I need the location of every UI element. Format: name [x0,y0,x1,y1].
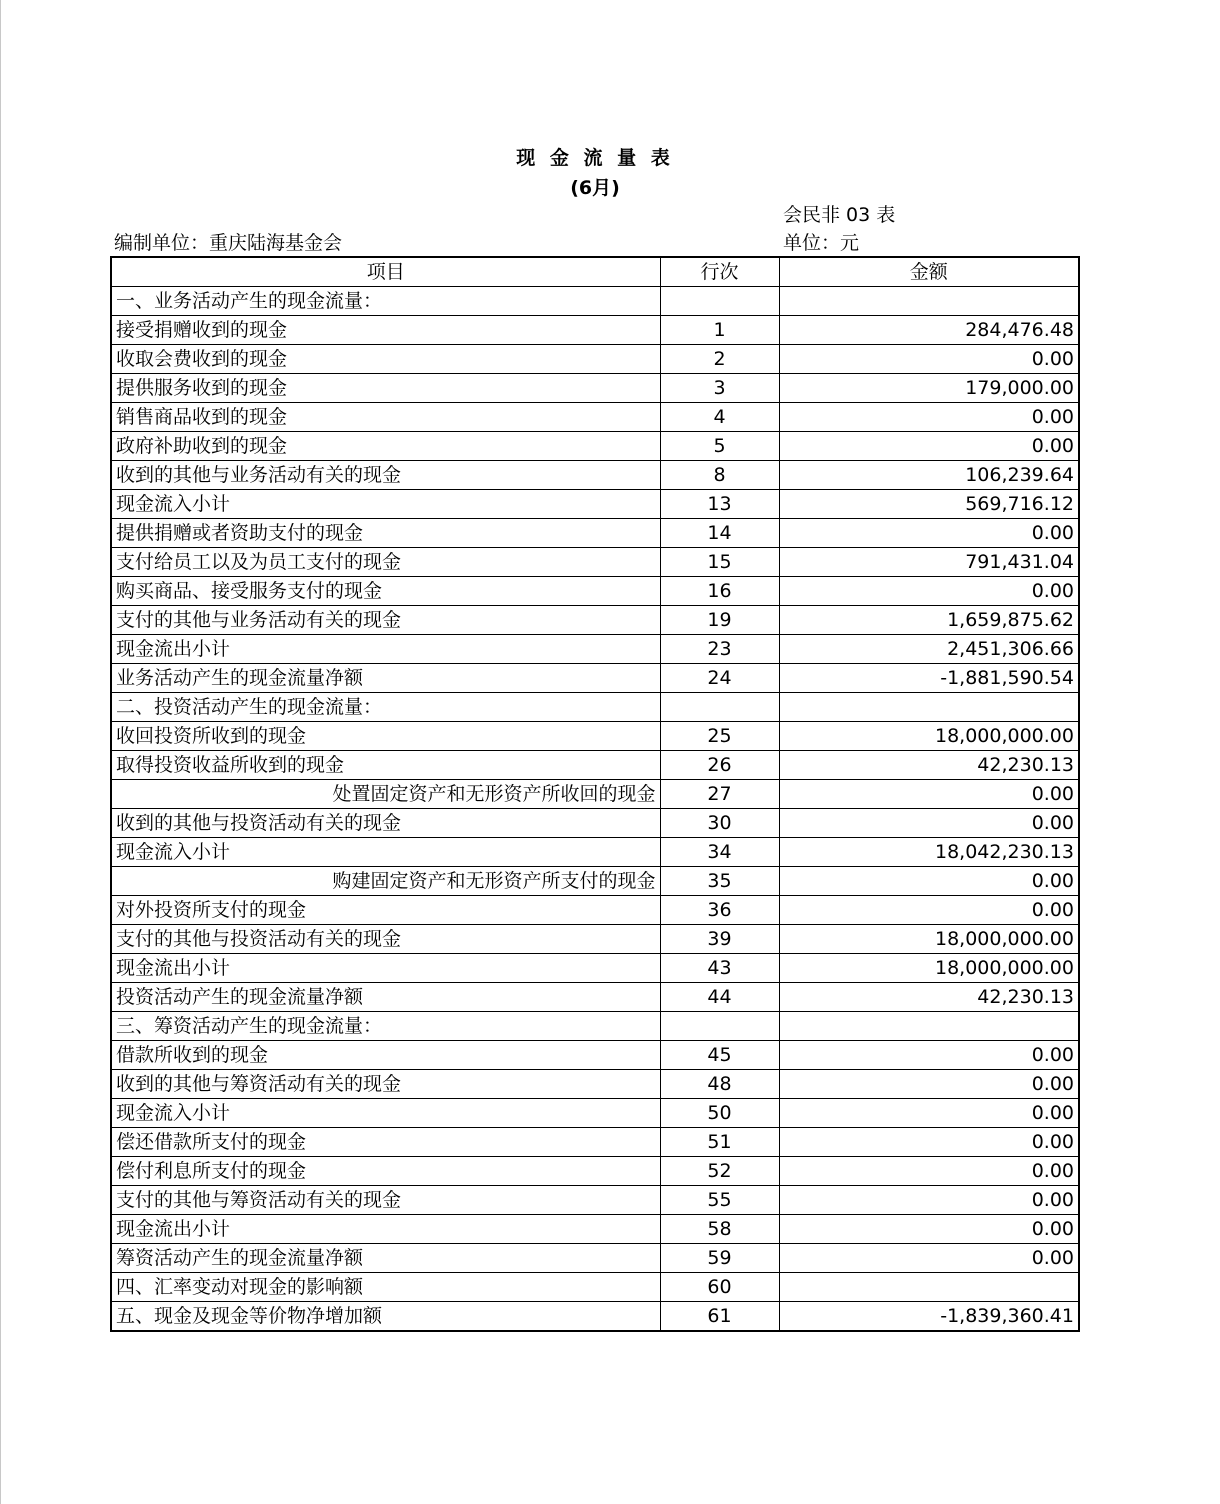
row-line-number: 39 [660,925,779,954]
row-line-number: 59 [660,1244,779,1273]
row-item: 支付的其他与筹资活动有关的现金 [111,1186,660,1215]
row-amount: 0.00 [779,1186,1079,1215]
row-line-number: 2 [660,345,779,374]
header-line: 行次 [660,257,779,287]
row-amount: 42,230.13 [779,983,1079,1012]
table-row [111,1244,1079,1273]
row-amount [779,1273,1079,1302]
row-line-number: 14 [660,519,779,548]
row-item: 购买商品、接受服务支付的现金 [111,577,660,606]
row-item: 一、业务活动产生的现金流量： [111,287,660,316]
row-line-number: 45 [660,1041,779,1070]
row-amount [779,287,1079,316]
row-line-number: 24 [660,664,779,693]
row-line-number: 51 [660,1128,779,1157]
row-line-number: 36 [660,896,779,925]
row-item: 收到的其他与投资活动有关的现金 [111,809,660,838]
row-item: 现金流出小计 [111,954,660,983]
row-line-number: 61 [660,1302,779,1332]
row-item: 五、现金及现金等价物净增加额 [111,1302,660,1332]
row-amount: 2,451,306.66 [779,635,1079,664]
row-line-number: 4 [660,403,779,432]
table-row [111,780,1079,809]
table-row [111,519,1079,548]
row-amount: 0.00 [779,1099,1079,1128]
row-line-number: 43 [660,954,779,983]
row-line-number: 3 [660,374,779,403]
table-header-row [111,257,1079,287]
report-title: 现 金 流 量 表 [516,147,674,169]
row-item: 提供服务收到的现金 [111,374,660,403]
table-row [111,1157,1079,1186]
form-number: 会民非 03 表 [783,204,896,226]
table-row [111,1012,1079,1041]
row-amount [779,693,1079,722]
row-item: 三、筹资活动产生的现金流量： [111,1012,660,1041]
row-line-number: 52 [660,1157,779,1186]
table-row [111,432,1079,461]
row-amount: 569,716.12 [779,490,1079,519]
row-item: 筹资活动产生的现金流量净额 [111,1244,660,1273]
table-row [111,1215,1079,1244]
table-row [111,490,1079,519]
row-amount: 18,000,000.00 [779,722,1079,751]
row-amount: 0.00 [779,432,1079,461]
table-row [111,664,1079,693]
row-amount: 0.00 [779,1215,1079,1244]
table-row [111,403,1079,432]
table-row [111,954,1079,983]
row-line-number: 8 [660,461,779,490]
row-line-number: 30 [660,809,779,838]
cash-flow-table [110,256,1080,1332]
row-amount: 179,000.00 [779,374,1079,403]
row-item: 购建固定资产和无形资产所支付的现金 [111,867,660,896]
table-row [111,1273,1079,1302]
row-item: 收到的其他与筹资活动有关的现金 [111,1070,660,1099]
row-line-number: 60 [660,1273,779,1302]
row-item: 接受捐赠收到的现金 [111,316,660,345]
row-amount: 791,431.04 [779,548,1079,577]
row-item: 对外投资所支付的现金 [111,896,660,925]
row-amount: 0.00 [779,519,1079,548]
row-item: 支付的其他与投资活动有关的现金 [111,925,660,954]
header-item: 项目 [111,257,660,287]
row-line-number: 48 [660,1070,779,1099]
row-item: 现金流入小计 [111,838,660,867]
row-line-number: 1 [660,316,779,345]
row-item: 投资活动产生的现金流量净额 [111,983,660,1012]
table-row [111,287,1079,316]
row-amount: 106,239.64 [779,461,1079,490]
row-line-number [660,693,779,722]
table-row [111,809,1079,838]
row-item: 现金流出小计 [111,635,660,664]
table-row [111,606,1079,635]
row-amount: 0.00 [779,1070,1079,1099]
table-row [111,693,1079,722]
row-amount: 18,042,230.13 [779,838,1079,867]
row-item: 取得投资收益所收到的现金 [111,751,660,780]
row-item: 收回投资所收到的现金 [111,722,660,751]
row-item: 偿还借款所支付的现金 [111,1128,660,1157]
table-row [111,345,1079,374]
row-amount: 0.00 [779,1041,1079,1070]
row-line-number: 15 [660,548,779,577]
row-line-number: 19 [660,606,779,635]
table-row [111,1070,1079,1099]
table-row [111,1186,1079,1215]
row-amount: 0.00 [779,867,1079,896]
row-item: 现金流入小计 [111,1099,660,1128]
report-period: (6月) [570,177,620,199]
table-row [111,548,1079,577]
row-item: 现金流出小计 [111,1215,660,1244]
unit-label: 单位：元 [783,232,860,254]
row-item: 现金流入小计 [111,490,660,519]
row-item: 借款所收到的现金 [111,1041,660,1070]
row-line-number: 58 [660,1215,779,1244]
row-item: 业务活动产生的现金流量净额 [111,664,660,693]
header-amount: 金额 [779,257,1079,287]
row-line-number [660,287,779,316]
table-row [111,635,1079,664]
row-item: 处置固定资产和无形资产所收回的现金 [111,780,660,809]
row-line-number: 55 [660,1186,779,1215]
row-line-number: 35 [660,867,779,896]
row-line-number: 50 [660,1099,779,1128]
table-row [111,925,1079,954]
table-row [111,1041,1079,1070]
row-amount [779,1012,1079,1041]
row-amount: 284,476.48 [779,316,1079,345]
row-item: 政府补助收到的现金 [111,432,660,461]
row-amount: 0.00 [779,896,1079,925]
row-amount: 0.00 [779,809,1079,838]
table-row [111,896,1079,925]
row-item: 销售商品收到的现金 [111,403,660,432]
row-line-number: 16 [660,577,779,606]
row-amount: 1,659,875.62 [779,606,1079,635]
table-row [111,374,1079,403]
table-row [111,1099,1079,1128]
row-amount: 18,000,000.00 [779,954,1079,983]
row-amount: 0.00 [779,1244,1079,1273]
row-line-number: 13 [660,490,779,519]
row-line-number: 25 [660,722,779,751]
table-row [111,722,1079,751]
row-line-number [660,1012,779,1041]
row-item: 收取会费收到的现金 [111,345,660,374]
page-edge [0,0,1,1504]
row-line-number: 26 [660,751,779,780]
row-amount: 0.00 [779,345,1079,374]
row-amount: 0.00 [779,1157,1079,1186]
row-item: 四、汇率变动对现金的影响额 [111,1273,660,1302]
row-line-number: 5 [660,432,779,461]
row-item: 支付给员工以及为员工支付的现金 [111,548,660,577]
table-row [111,1302,1079,1332]
row-item: 偿付利息所支付的现金 [111,1157,660,1186]
row-item: 收到的其他与业务活动有关的现金 [111,461,660,490]
row-item: 支付的其他与业务活动有关的现金 [111,606,660,635]
table-row [111,1128,1079,1157]
row-item: 提供捐赠或者资助支付的现金 [111,519,660,548]
table-row [111,867,1079,896]
table-row [111,461,1079,490]
table-row [111,983,1079,1012]
row-line-number: 23 [660,635,779,664]
row-amount: 18,000,000.00 [779,925,1079,954]
row-amount: 0.00 [779,1128,1079,1157]
row-amount: 0.00 [779,403,1079,432]
organization-label: 编制单位：重庆陆海基金会 [114,232,343,254]
row-line-number: 27 [660,780,779,809]
row-amount: -1,839,360.41 [779,1302,1079,1332]
row-amount: 42,230.13 [779,751,1079,780]
row-line-number: 34 [660,838,779,867]
table-row [111,751,1079,780]
row-amount: 0.00 [779,577,1079,606]
row-amount: -1,881,590.54 [779,664,1079,693]
row-line-number: 44 [660,983,779,1012]
table-row [111,316,1079,345]
row-amount: 0.00 [779,780,1079,809]
table-row [111,577,1079,606]
row-item: 二、投资活动产生的现金流量： [111,693,660,722]
table-row [111,838,1079,867]
